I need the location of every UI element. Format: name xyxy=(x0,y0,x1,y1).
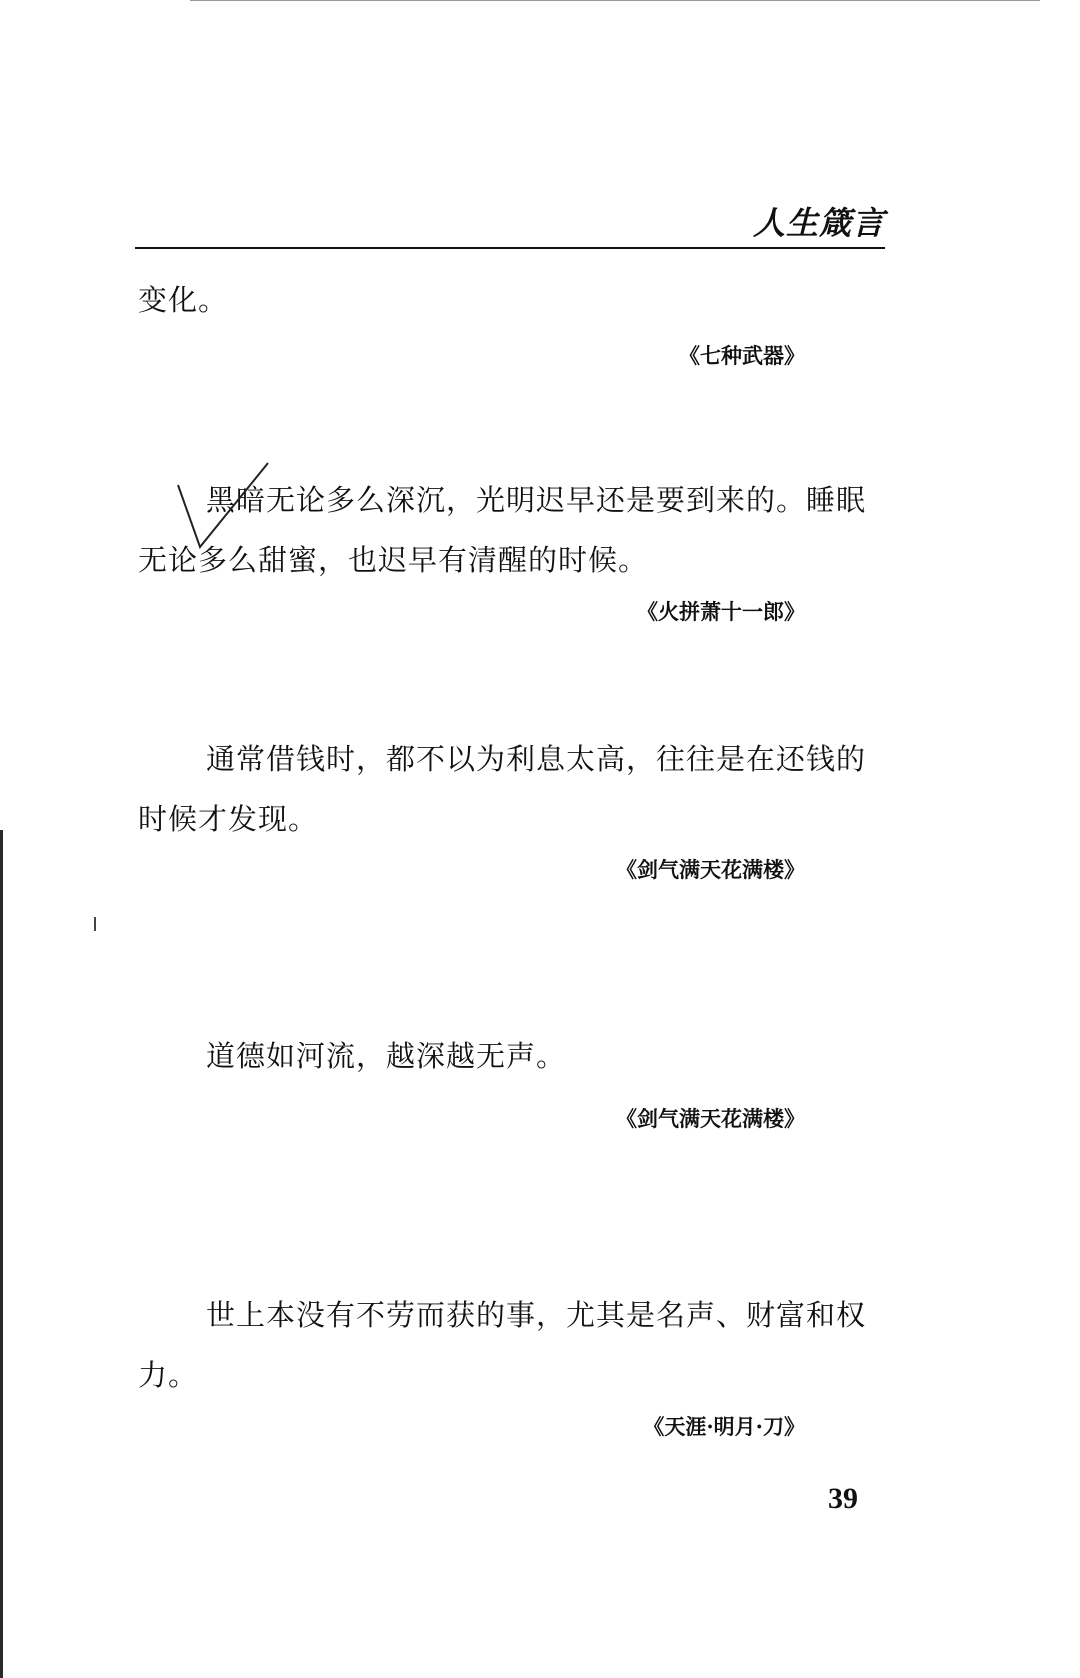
quote-source: 《剑气满天花满楼》 xyxy=(616,1106,805,1131)
quote-text: 变化。 xyxy=(138,283,229,317)
scan-speck xyxy=(94,917,96,931)
scan-edge-bar xyxy=(0,830,3,1678)
page-number: 39 xyxy=(828,1482,858,1515)
quote-source: 《七种武器》 xyxy=(679,343,805,368)
quote-text: 黑暗无论多么深沉，光明迟早还是要到来的。睡眠无论多么甜蜜，也迟早有清醒的时候。 xyxy=(138,483,867,577)
handwritten-checkmark-icon xyxy=(172,455,282,555)
running-header-title: 人生箴言 xyxy=(752,204,885,242)
quote-text: 通常借钱时，都不以为利息太高，往往是在还钱的时候才发现。 xyxy=(138,742,867,836)
quote-text: 世上本没有不劳而获的事，尤其是名声、财富和权力。 xyxy=(138,1298,867,1392)
header-rule xyxy=(135,247,885,249)
quote-source: 《天涯·明月·刀》 xyxy=(643,1414,805,1439)
scan-edge-line xyxy=(190,0,1040,1)
quote-source: 《火拼萧十一郎》 xyxy=(637,599,805,624)
quote-text: 道德如河流，越深越无声。 xyxy=(206,1039,567,1073)
quote-source: 《剑气满天花满楼》 xyxy=(616,857,805,882)
